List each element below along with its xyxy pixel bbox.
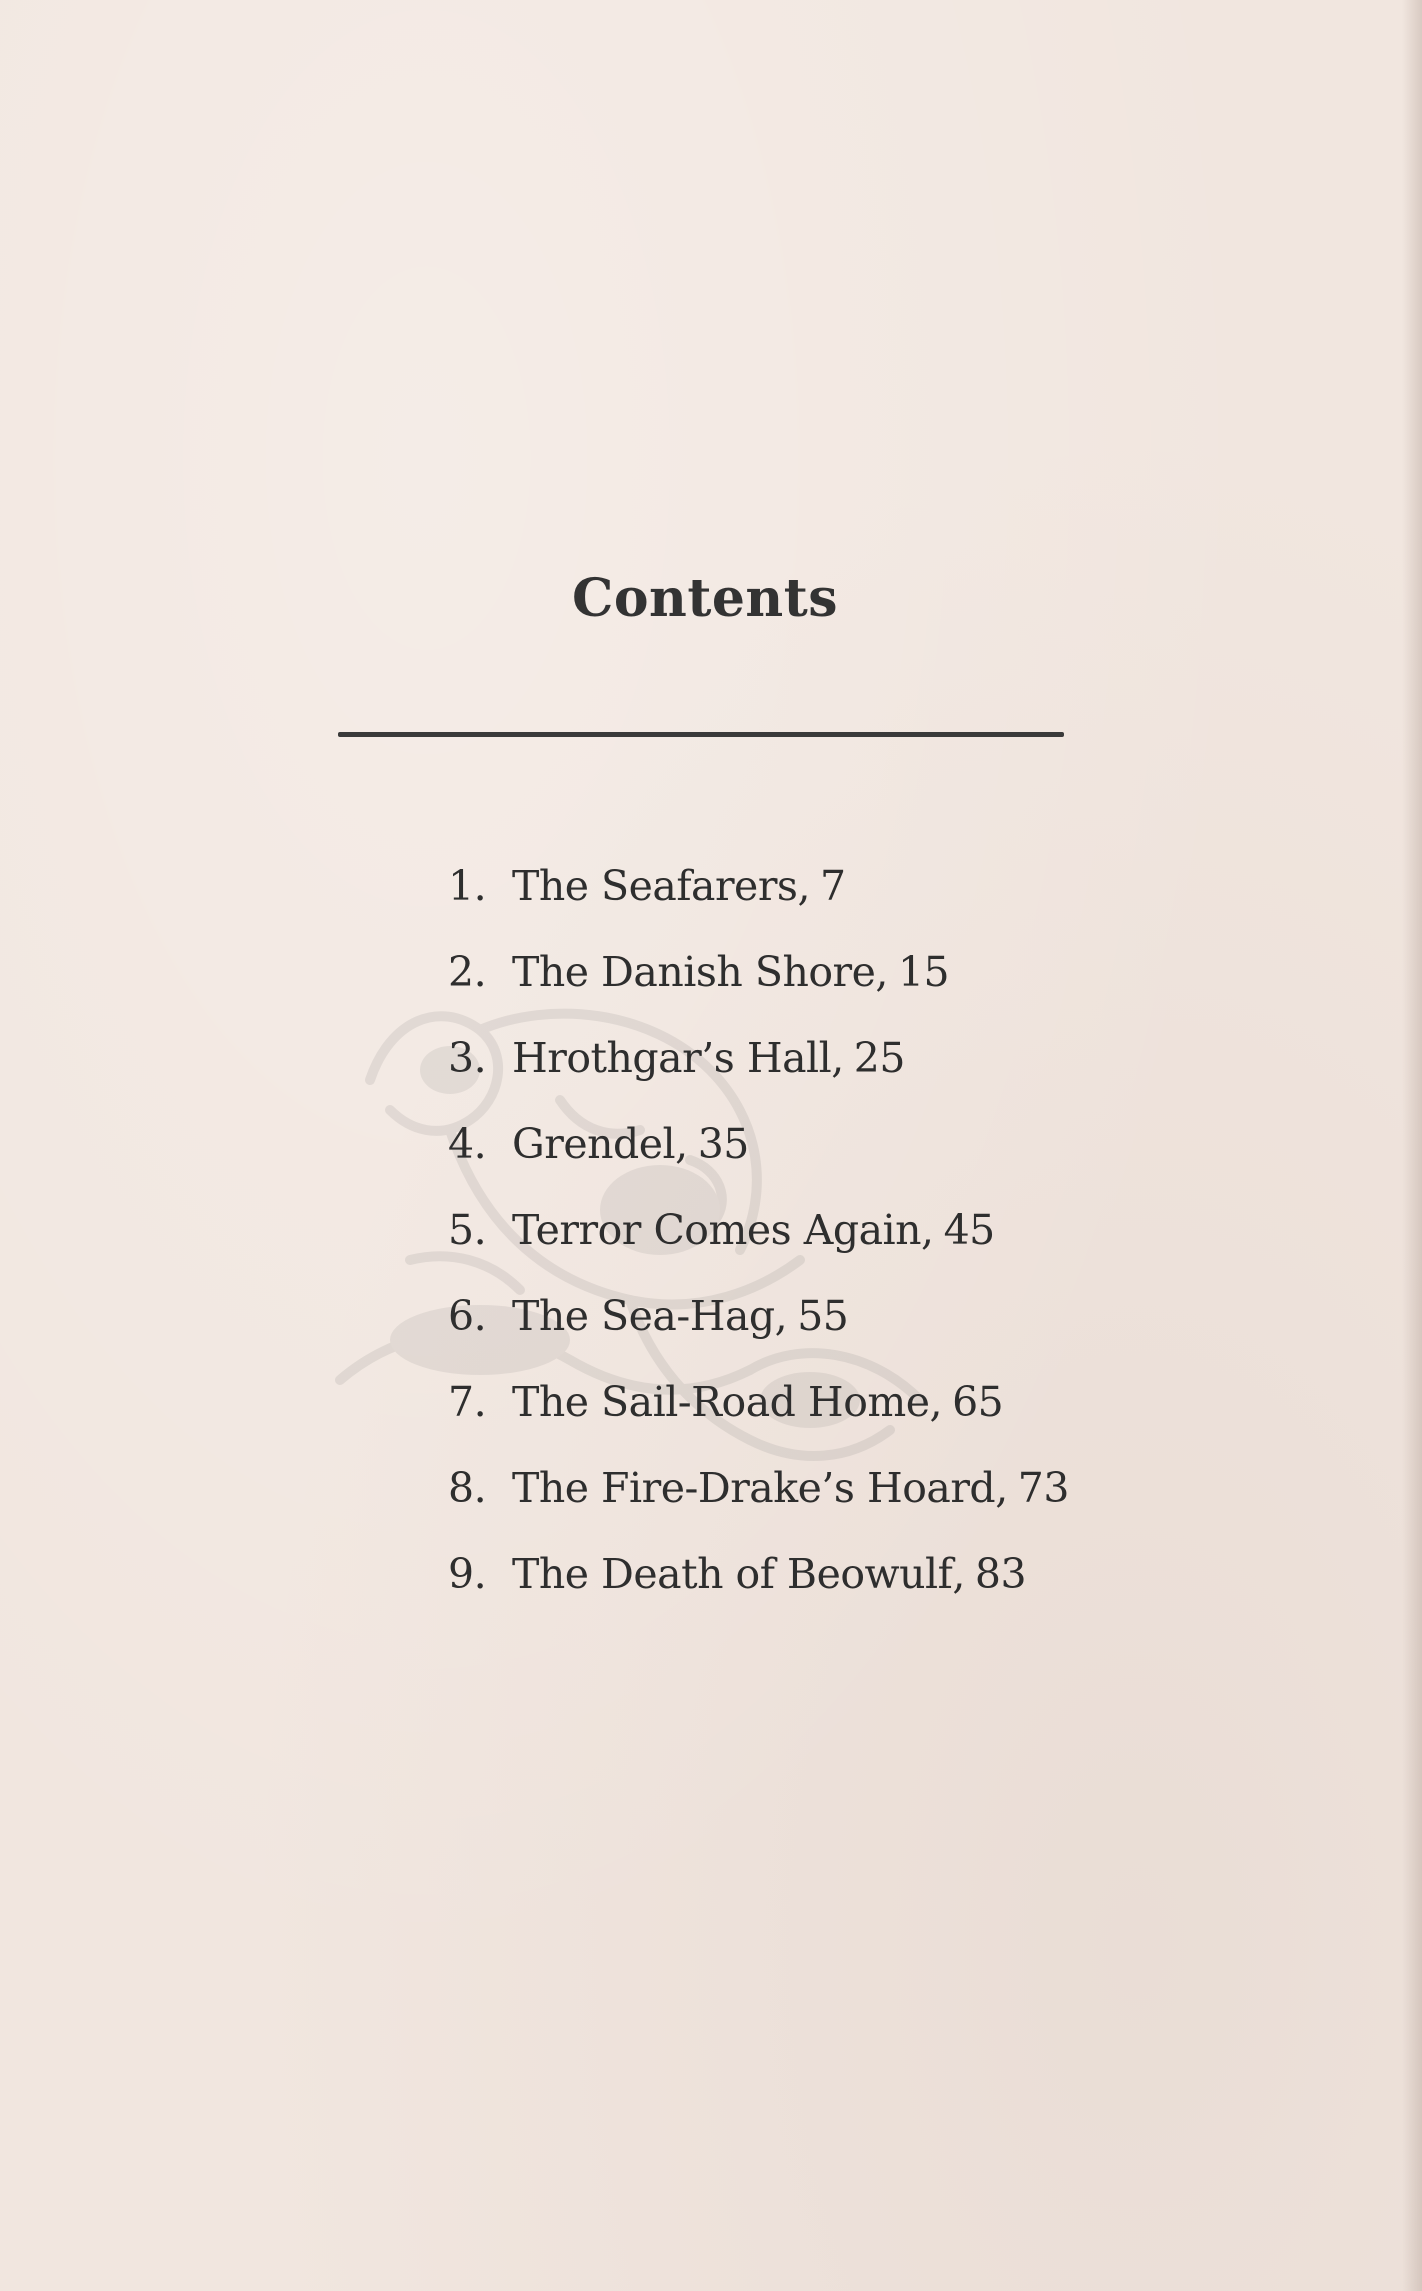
toc-entry-title: The Sea-Hag [512, 1292, 775, 1340]
toc-entry-separator: , [921, 1206, 934, 1254]
toc-entry-number: 3. [448, 1034, 487, 1082]
toc-entry-title: The Danish Shore [512, 948, 876, 996]
toc-entry-page-number: 55 [797, 1292, 849, 1340]
toc-entry-number: 9. [448, 1550, 487, 1598]
title-divider [338, 732, 1064, 737]
toc-entry [448, 1378, 1069, 1464]
toc-entry-number: 2. [448, 948, 487, 996]
toc-entry-page-number: 35 [697, 1120, 749, 1168]
toc-entry [448, 1120, 1069, 1206]
toc-entry-page-number: 45 [943, 1206, 995, 1254]
toc-entry-separator: , [774, 1292, 788, 1340]
toc-entry-number: 8. [448, 1464, 487, 1512]
toc-entry-title: The Seafarers [512, 862, 798, 910]
toc-entry-title: The Fire-Drake’s Hoard [512, 1464, 996, 1512]
table-of-contents [448, 862, 1069, 1636]
toc-entry-number: 7. [448, 1378, 487, 1426]
toc-entry [448, 948, 1069, 1034]
toc-entry-title: The Death of Beowulf [512, 1550, 953, 1598]
toc-entry [448, 1550, 1069, 1636]
toc-entry [448, 1292, 1069, 1378]
toc-entry-separator: , [995, 1464, 1008, 1512]
toc-entry-number: 5. [448, 1206, 487, 1254]
toc-entry-separator: , [929, 1378, 943, 1426]
toc-entry-number: 1. [448, 862, 487, 910]
toc-entry-page-number: 7 [820, 862, 846, 910]
toc-entry-page-number: 73 [1017, 1464, 1069, 1512]
toc-entry-separator: , [797, 862, 811, 910]
toc-entry-title: Terror Comes Again [512, 1206, 922, 1254]
toc-entry-page-number: 25 [853, 1034, 905, 1082]
toc-entry-page-number: 65 [952, 1378, 1004, 1426]
toc-entry-page-number: 83 [974, 1550, 1027, 1598]
toc-entry [448, 1206, 1069, 1292]
toc-entry-separator: , [831, 1034, 844, 1082]
toc-entry [448, 1034, 1069, 1120]
toc-entry [448, 1464, 1069, 1550]
toc-entry-title: The Sail-Road Home [512, 1378, 930, 1426]
toc-entry-title: Grendel [512, 1120, 676, 1168]
toc-entry-number: 6. [448, 1292, 487, 1340]
toc-entry-number: 4. [448, 1120, 487, 1168]
toc-entry-separator: , [675, 1120, 688, 1168]
page-title: Contents [571, 568, 839, 629]
toc-entry [448, 862, 1069, 948]
page-edge-shadow [1402, 0, 1422, 2291]
toc-entry-separator: , [875, 948, 888, 996]
toc-entry-page-number: 15 [897, 948, 950, 996]
toc-entry-title: Hrothgar’s Hall [512, 1034, 832, 1082]
toc-entry-separator: , [952, 1550, 965, 1598]
